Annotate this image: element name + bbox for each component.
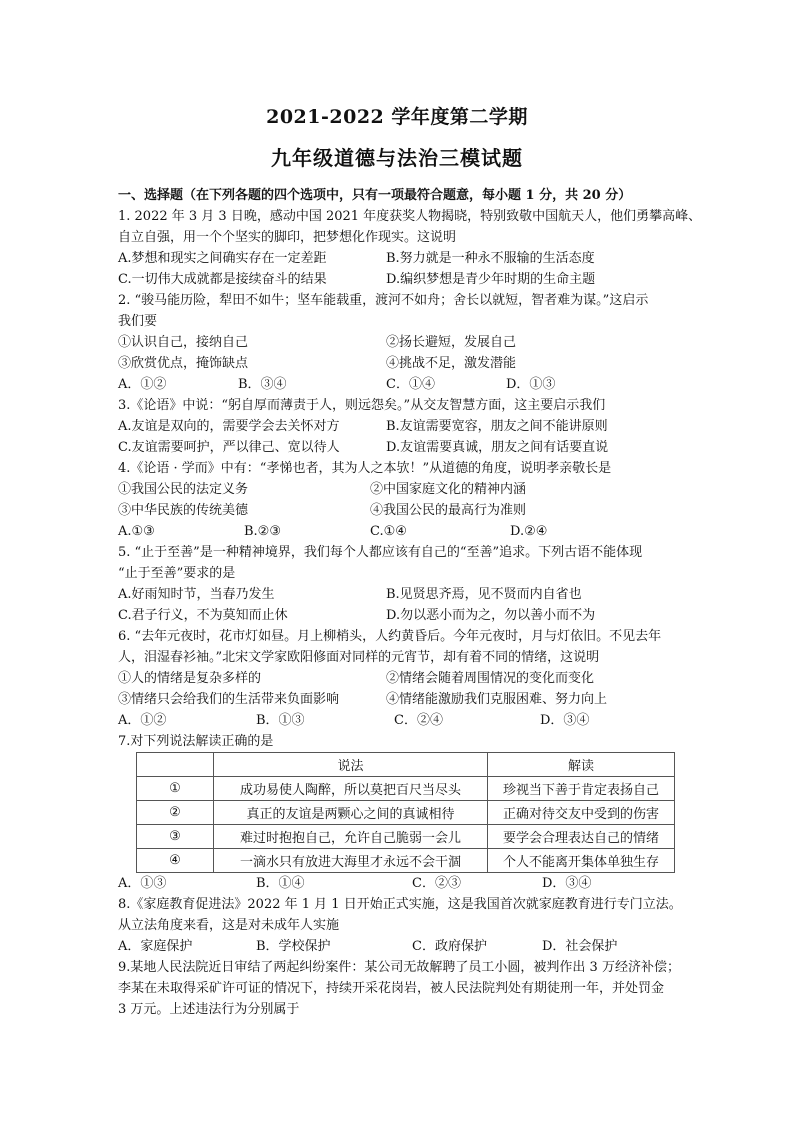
q4-option-b: B.②③ (244, 524, 281, 539)
q2-statement-3: ③欣赏优点，掩饰缺点 (118, 356, 249, 371)
q8-option-b: B．学校保护 (256, 939, 331, 954)
table-cell: ② (137, 801, 214, 825)
q6-stem-line1: 6. “去年元夜时，花市灯如昼。月上柳梢头，人约黄昏后。今年元夜时，月与灯依旧。不见去年 (118, 629, 662, 644)
section-heading: 一、选择题（在下列各题的四个选项中，只有一项最符合题意，每小题 1 分，共 20 分） (118, 188, 632, 203)
q6-option-c: C．②④ (394, 713, 443, 728)
q1-option-d: D.编织梦想是青少年时期的生命主题 (386, 272, 596, 287)
q6-statements-row2 (118, 689, 718, 710)
q1-option-a: A.梦想和现实之间确实存在一定差距 (118, 251, 327, 266)
q2-option-b: B．③④ (238, 377, 287, 392)
q2-options (118, 374, 718, 395)
q3-options-row1 (118, 416, 718, 437)
q7-stem: 7.对下列说法解读正确的是 (118, 734, 274, 749)
q3-option-b: B.友谊需要宽容，朋友之间不能讲原则 (386, 419, 608, 434)
q1-option-c: C.一切伟大成就都是接续奋斗的结果 (118, 272, 327, 287)
q2-statements-row2 (118, 353, 718, 374)
table-row (137, 849, 675, 873)
q9-stem-line2: 李某在未取得采矿许可证的情况下，持续开采花岗岩，被人民法院判处有期徒刑一年，并处罚金 (118, 981, 665, 996)
q1-options-row1 (118, 248, 718, 269)
q6-option-b: B．①③ (256, 713, 305, 728)
q4-statement-2: ②中国家庭文化的精神内涵 (370, 482, 527, 497)
q5-options-row2 (118, 605, 718, 626)
table-row (137, 777, 675, 801)
q4-statements-row2 (118, 500, 718, 521)
table-cell: 真正的友谊是两颗心之间的真诚相待 (214, 801, 488, 825)
q2-statement-4: ④挑战不足，激发潜能 (386, 356, 517, 371)
q4-statement-4: ④我国公民的最高行为准则 (370, 503, 527, 518)
q6-statement-1: ①人的情绪是复杂多样的 (118, 671, 262, 686)
q7-option-d: D．③④ (542, 876, 592, 891)
table-header-cell (137, 753, 214, 777)
q8-options (118, 936, 718, 957)
q5-option-a: A.好雨知时节，当春乃发生 (118, 587, 275, 602)
q7-option-b: B．①④ (256, 876, 305, 891)
table-cell: 难过时抱抱自己，允许自己脆弱一会儿 (214, 825, 488, 849)
table-header-cell: 说法 (214, 753, 488, 777)
q2-statements-row1 (118, 332, 718, 353)
q4-statements-row1 (118, 479, 718, 500)
q4-stem: 4.《论语 · 学而》中有：“孝悌也者，其为人之本欤！”从道德的角度，说明孝亲敬长是 (118, 461, 612, 476)
q3-stem: 3.《论语》中说：“躬自厚而薄责于人，则远怨矣。”从交友智慧方面，这主要启示我们 (118, 398, 606, 413)
q5-options-row1 (118, 584, 718, 605)
q7-option-c: C．②③ (412, 876, 461, 891)
q7-options (118, 873, 718, 894)
q2-statement-2: ②扬长避短，发展自己 (386, 335, 517, 350)
q8-option-c: C．政府保护 (412, 939, 487, 954)
q1-options-row2 (118, 269, 718, 290)
q2-option-a: A．①② (118, 377, 167, 392)
q5-stem-line1: 5. “止于至善”是一种精神境界，我们每个人都应该有自己的“至善”追求。下列古语不能体现 (118, 545, 643, 560)
q3-option-d: D.友谊需要真诚，朋友之间有话要直说 (386, 440, 609, 455)
table-cell: ④ (137, 849, 214, 873)
table-cell: 珍视当下善于肯定表扬自己 (488, 777, 675, 801)
q3-options-row2 (118, 437, 718, 458)
q9-stem-line3: 3 万元。上述违法行为分别属于 (118, 1002, 300, 1017)
table-cell: 正确对待交友中受到的伤害 (488, 801, 675, 825)
page-title: 2021-2022 学年度第二学期 (266, 106, 528, 128)
table-cell: ① (137, 777, 214, 801)
q3-option-a: A.友谊是双向的，需要学会去关怀对方 (118, 419, 340, 434)
q8-stem-line1: 8.《家庭教育促进法》2022 年 1 月 1 日开始正式实施，这是我国首次就家庭教育进行专门立法。 (118, 897, 682, 912)
q9-stem-line1: 9.某地人民法院近日审结了两起纠纷案件：某公司无故解聘了员工小圆，被判作出 3 万经济补偿； (118, 960, 680, 975)
q4-option-c: C.①④ (370, 524, 407, 539)
table-cell: 要学会合理表达自己的情绪 (488, 825, 675, 849)
q4-option-d: D.②④ (510, 524, 548, 539)
q7-table (136, 752, 675, 873)
q7-option-a: A．①③ (118, 876, 167, 891)
table-cell: 一滴水只有放进大海里才永远不会干涸 (214, 849, 488, 873)
q8-option-d: D．社会保护 (542, 939, 618, 954)
q2-statement-1: ①认识自己，接纳自己 (118, 335, 249, 350)
q2-stem-line2: 我们要 (118, 314, 158, 329)
table-header-row (137, 753, 675, 777)
table-cell: 个人不能离开集体单独生存 (488, 849, 675, 873)
q5-stem-line2: “止于至善”要求的是 (118, 566, 236, 581)
q4-statement-3: ③中华民族的传统美德 (118, 503, 249, 518)
q4-options (118, 521, 718, 542)
q4-statement-1: ①我国公民的法定义务 (118, 482, 249, 497)
q2-option-d: D．①③ (506, 377, 556, 392)
exam-content (118, 185, 718, 1020)
q6-statements-row1 (118, 668, 718, 689)
q2-option-c: C．①④ (386, 377, 435, 392)
q6-options (118, 710, 718, 731)
q6-stem-line2: 人，泪湿春衫袖。”北宋文学家欧阳修面对同样的元宵节，却有着不同的情绪，这说明 (118, 650, 600, 665)
table-header-cell: 解读 (488, 753, 675, 777)
q3-option-c: C.友谊需要呵护，严以律己、宽以待人 (118, 440, 340, 455)
q4-option-a: A.①③ (118, 524, 155, 539)
q6-statement-4: ④情绪能激励我们克服困难、努力向上 (386, 692, 608, 707)
q5-option-c: C.君子行义，不为莫知而止休 (118, 608, 288, 623)
page-subtitle: 九年级道德与法治三模试题 (271, 146, 523, 170)
table-cell: 成功易使人陶醉，所以莫把百尺当尽头 (214, 777, 488, 801)
q8-option-a: A．家庭保护 (118, 939, 193, 954)
q6-statement-3: ③情绪只会给我们的生活带来负面影响 (118, 692, 340, 707)
q2-stem-line1: 2. “骏马能历险，犁田不如牛；坚车能载重，渡河不如舟；舍长以就短，智者难为谋。”这启示 (118, 293, 649, 308)
table-row (137, 825, 675, 849)
q6-statement-2: ②情绪会随着周围情况的变化而变化 (386, 671, 595, 686)
q8-stem-line2: 从立法角度来看，这是对未成年人实施 (118, 918, 340, 933)
table-row (137, 801, 675, 825)
q1-stem-line1: 1. 2022 年 3 月 3 日晚，感动中国 2021 年度获奖人物揭晓，特别致敬中国航天人，他们勇攀高峰、 (118, 209, 702, 224)
q5-option-d: D.勿以恶小而为之，勿以善小而不为 (386, 608, 596, 623)
q5-option-b: B.见贤思齐焉，见不贤而内自省也 (386, 587, 582, 602)
q1-stem-line2: 自立自强，用一个个坚实的脚印，把梦想化作现实。这说明 (118, 230, 457, 245)
q6-option-d: D．③④ (540, 713, 590, 728)
q1-option-b: B.努力就是一种永不服输的生活态度 (386, 251, 595, 266)
q6-option-a: A．①② (118, 713, 167, 728)
table-cell: ③ (137, 825, 214, 849)
